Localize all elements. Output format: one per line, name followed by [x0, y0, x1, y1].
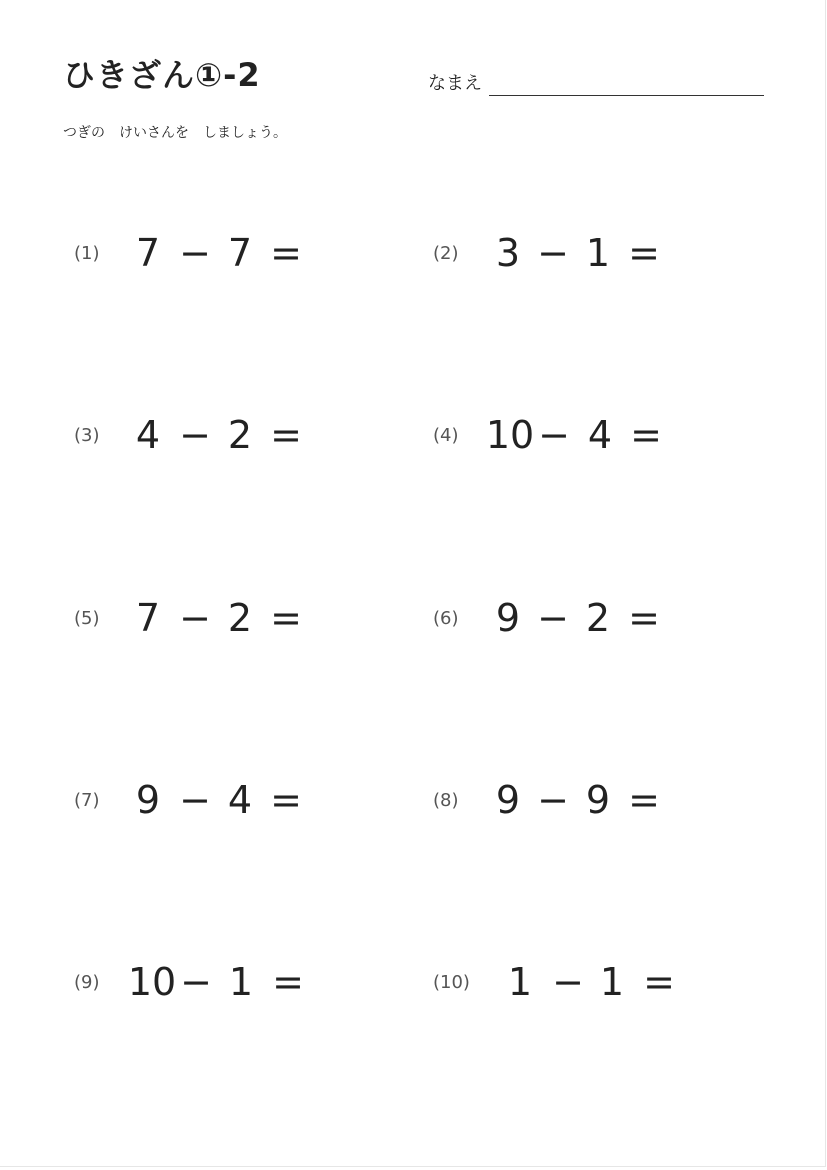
equals-sign: =: [272, 960, 304, 1004]
subtrahend: 1: [599, 960, 625, 1004]
minus-sign: −: [537, 778, 569, 822]
problem-number: (7): [74, 790, 100, 811]
minuend: 4: [135, 413, 161, 457]
problem-number: (1): [74, 243, 100, 264]
subtrahend: 2: [227, 596, 253, 640]
minuend: 1: [507, 960, 533, 1004]
subtrahend: 4: [227, 778, 253, 822]
name-field-line[interactable]: [489, 95, 764, 96]
subtrahend: 4: [587, 413, 613, 457]
equals-sign: =: [643, 960, 675, 1004]
problem-number: (5): [74, 608, 100, 629]
equals-sign: =: [270, 596, 302, 640]
subtrahend: 2: [585, 596, 611, 640]
minus-sign: −: [537, 231, 569, 275]
minuend: 10: [485, 413, 535, 457]
equals-sign: =: [270, 778, 302, 822]
minus-sign: −: [179, 778, 211, 822]
minuend: 10: [127, 960, 177, 1004]
problem-number: (3): [74, 425, 100, 446]
problem-number: (9): [74, 972, 100, 993]
minus-sign: −: [179, 596, 211, 640]
equals-sign: =: [270, 231, 302, 275]
instruction-text: つぎの けいさんを しましょう。: [63, 125, 287, 141]
subtrahend: 2: [227, 413, 253, 457]
minuend: 9: [495, 596, 521, 640]
minus-sign: −: [538, 413, 570, 457]
problem-number: (8): [433, 790, 459, 811]
name-label: なまえ: [428, 73, 482, 94]
problem-number: (2): [433, 243, 459, 264]
subtrahend: 9: [585, 778, 611, 822]
minuend: 9: [135, 778, 161, 822]
equals-sign: =: [628, 596, 660, 640]
minus-sign: −: [180, 960, 212, 1004]
problem-number: (6): [433, 608, 459, 629]
equals-sign: =: [628, 231, 660, 275]
minus-sign: −: [537, 596, 569, 640]
page-title: ひきざん①-2: [63, 56, 261, 94]
minus-sign: −: [179, 413, 211, 457]
equals-sign: =: [630, 413, 662, 457]
minus-sign: −: [179, 231, 211, 275]
subtrahend: 7: [227, 231, 253, 275]
subtrahend: 1: [228, 960, 254, 1004]
subtrahend: 1: [585, 231, 611, 275]
minus-sign: −: [552, 960, 584, 1004]
minuend: 9: [495, 778, 521, 822]
equals-sign: =: [628, 778, 660, 822]
equals-sign: =: [270, 413, 302, 457]
problem-number: (10): [433, 972, 470, 993]
problem-number: (4): [433, 425, 459, 446]
minuend: 7: [135, 231, 161, 275]
minuend: 7: [135, 596, 161, 640]
minuend: 3: [495, 231, 521, 275]
